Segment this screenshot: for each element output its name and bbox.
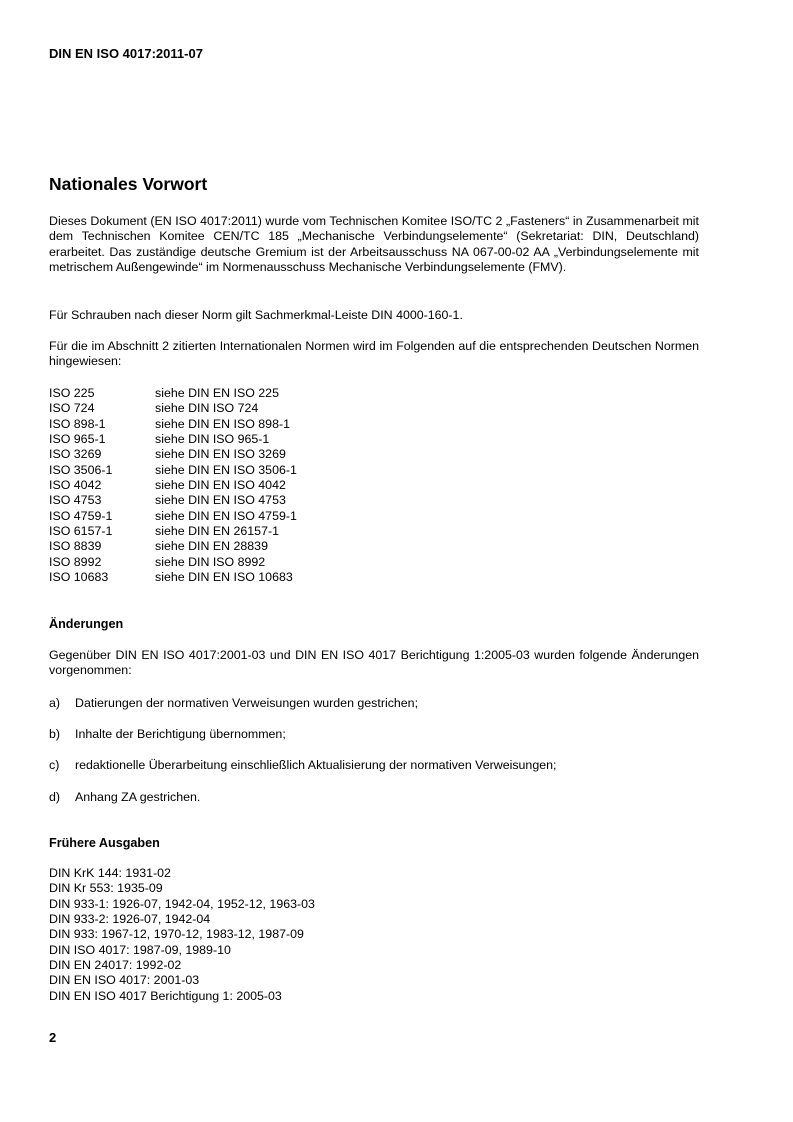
change-item-label: d) — [49, 790, 61, 804]
change-item — [49, 757, 556, 773]
earlier-editions-list — [49, 866, 315, 1004]
reference-row — [49, 524, 297, 539]
reference-row — [49, 509, 297, 524]
reference-iso: ISO 10683 — [49, 570, 109, 585]
reference-din: siehe DIN EN ISO 3269 — [155, 447, 286, 462]
section-heading-changes: Änderungen — [49, 617, 124, 631]
change-item-text: Inhalte der Berichtigung übernommen; — [75, 727, 286, 741]
earlier-edition-item: DIN ISO 4017: 1987-09, 1989-10 — [49, 942, 231, 957]
change-item — [49, 726, 286, 742]
reference-din: siehe DIN EN 26157-1 — [155, 524, 279, 539]
reference-iso: ISO 4753 — [49, 493, 102, 508]
earlier-edition-item: DIN 933: 1967-12, 1970-12, 1983-12, 1987-09 — [49, 927, 304, 942]
document-header: DIN EN ISO 4017:2011-07 — [49, 46, 203, 61]
reference-iso: ISO 3269 — [49, 447, 102, 462]
reference-iso: ISO 898-1 — [49, 416, 106, 431]
change-item — [49, 789, 200, 805]
earlier-edition-item: DIN EN 24017: 1992-02 — [49, 958, 182, 973]
section-title-foreword: Nationales Vorwort — [49, 174, 208, 194]
reference-din: siehe DIN ISO 965-1 — [155, 432, 270, 447]
earlier-edition-item: DIN KrK 144: 1931-02 — [49, 866, 171, 880]
earlier-edition-item: DIN Kr 553: 1935-09 — [49, 881, 163, 896]
reference-din: siehe DIN EN 28839 — [155, 539, 268, 554]
reference-din: siehe DIN EN ISO 225 — [155, 386, 279, 400]
reference-iso: ISO 4759-1 — [49, 508, 113, 523]
page-number: 2 — [49, 1030, 57, 1045]
reference-row — [49, 401, 297, 416]
change-item-text: redaktionelle Überarbeitung einschließlich Aktualisierung der normativen Verweisungen; — [75, 758, 557, 772]
change-item-text: Anhang ZA gestrichen. — [75, 790, 201, 804]
reference-din: siehe DIN EN ISO 10683 — [155, 570, 293, 585]
reference-iso: ISO 8839 — [49, 539, 102, 554]
reference-din: siehe DIN EN ISO 4759-1 — [155, 508, 297, 523]
foreword-intro-paragraph: Dieses Dokument (EN ISO 4017:2011) wurde vom Technischen Komitee ISO/TC 2 „Fasteners“ in Zusammenarbeit mit dem Technischen Komitee CEN/TC 185 „Mechanische Verbindungselemente“ (Sekretariat: DIN, Deutschland) erarbeitet. Das zuständige deutsche Gremium ist der Arbeitsausschuss NA 067-00-02 AA „Verbindungselemente mit metrischem Außengewinde“ im Normenausschuss Mechanische Verbindungselemente (FMV). — [49, 214, 699, 275]
reference-row — [49, 447, 297, 462]
changes-intro-paragraph: Gegenüber DIN EN ISO 4017:2001-03 und DIN EN ISO 4017 Berichtigung 1:2005-03 wurden folgende Änderungen vorgenommen: — [49, 648, 699, 678]
earlier-edition-item: DIN EN ISO 4017 Berichtigung 1: 2005-03 — [49, 988, 282, 1003]
references-intro-paragraph: Für die im Abschnitt 2 zitierten Internationalen Normen wird im Folgenden auf die entsprechenden Deutschen Normen hingewiesen: — [49, 339, 699, 369]
change-item-label: c) — [49, 758, 60, 772]
reference-iso: ISO 724 — [49, 401, 95, 416]
reference-iso: ISO 3506-1 — [49, 462, 113, 477]
reference-din: siehe DIN ISO 724 — [155, 401, 259, 416]
change-item-text: Datierungen der normativen Verweisungen wurden gestrichen; — [75, 696, 419, 710]
reference-row — [49, 493, 297, 508]
reference-row — [49, 463, 297, 478]
section-heading-earlier-editions: Frühere Ausgaben — [49, 836, 160, 850]
change-item — [49, 695, 418, 711]
reference-din: siehe DIN EN ISO 898-1 — [155, 416, 290, 431]
reference-row — [49, 570, 297, 585]
reference-din: siehe DIN EN ISO 4753 — [155, 493, 286, 508]
reference-row — [49, 478, 297, 493]
reference-iso: ISO 225 — [49, 386, 95, 400]
change-item-label: b) — [49, 727, 61, 741]
reference-din: siehe DIN ISO 8992 — [155, 554, 266, 569]
reference-iso: ISO 8992 — [49, 554, 102, 569]
reference-row — [49, 432, 297, 447]
reference-row — [49, 417, 297, 432]
earlier-edition-item: DIN EN ISO 4017: 2001-03 — [49, 973, 200, 988]
reference-iso: ISO 965-1 — [49, 432, 106, 447]
reference-iso: ISO 6157-1 — [49, 524, 113, 539]
reference-row — [49, 555, 297, 570]
earlier-edition-item: DIN 933-1: 1926-07, 1942-04, 1952-12, 1963-03 — [49, 896, 315, 911]
reference-row — [49, 539, 297, 554]
reference-din: siehe DIN EN ISO 4042 — [155, 478, 286, 493]
reference-list — [49, 386, 297, 585]
earlier-edition-item: DIN 933-2: 1926-07, 1942-04 — [49, 912, 211, 927]
reference-row — [49, 386, 297, 401]
sachmerkmal-paragraph: Für Schrauben nach dieser Norm gilt Sachmerkmal-Leiste DIN 4000-160-1. — [49, 308, 463, 322]
change-item-label: a) — [49, 696, 61, 710]
reference-din: siehe DIN EN ISO 3506-1 — [155, 462, 297, 477]
reference-iso: ISO 4042 — [49, 478, 102, 493]
